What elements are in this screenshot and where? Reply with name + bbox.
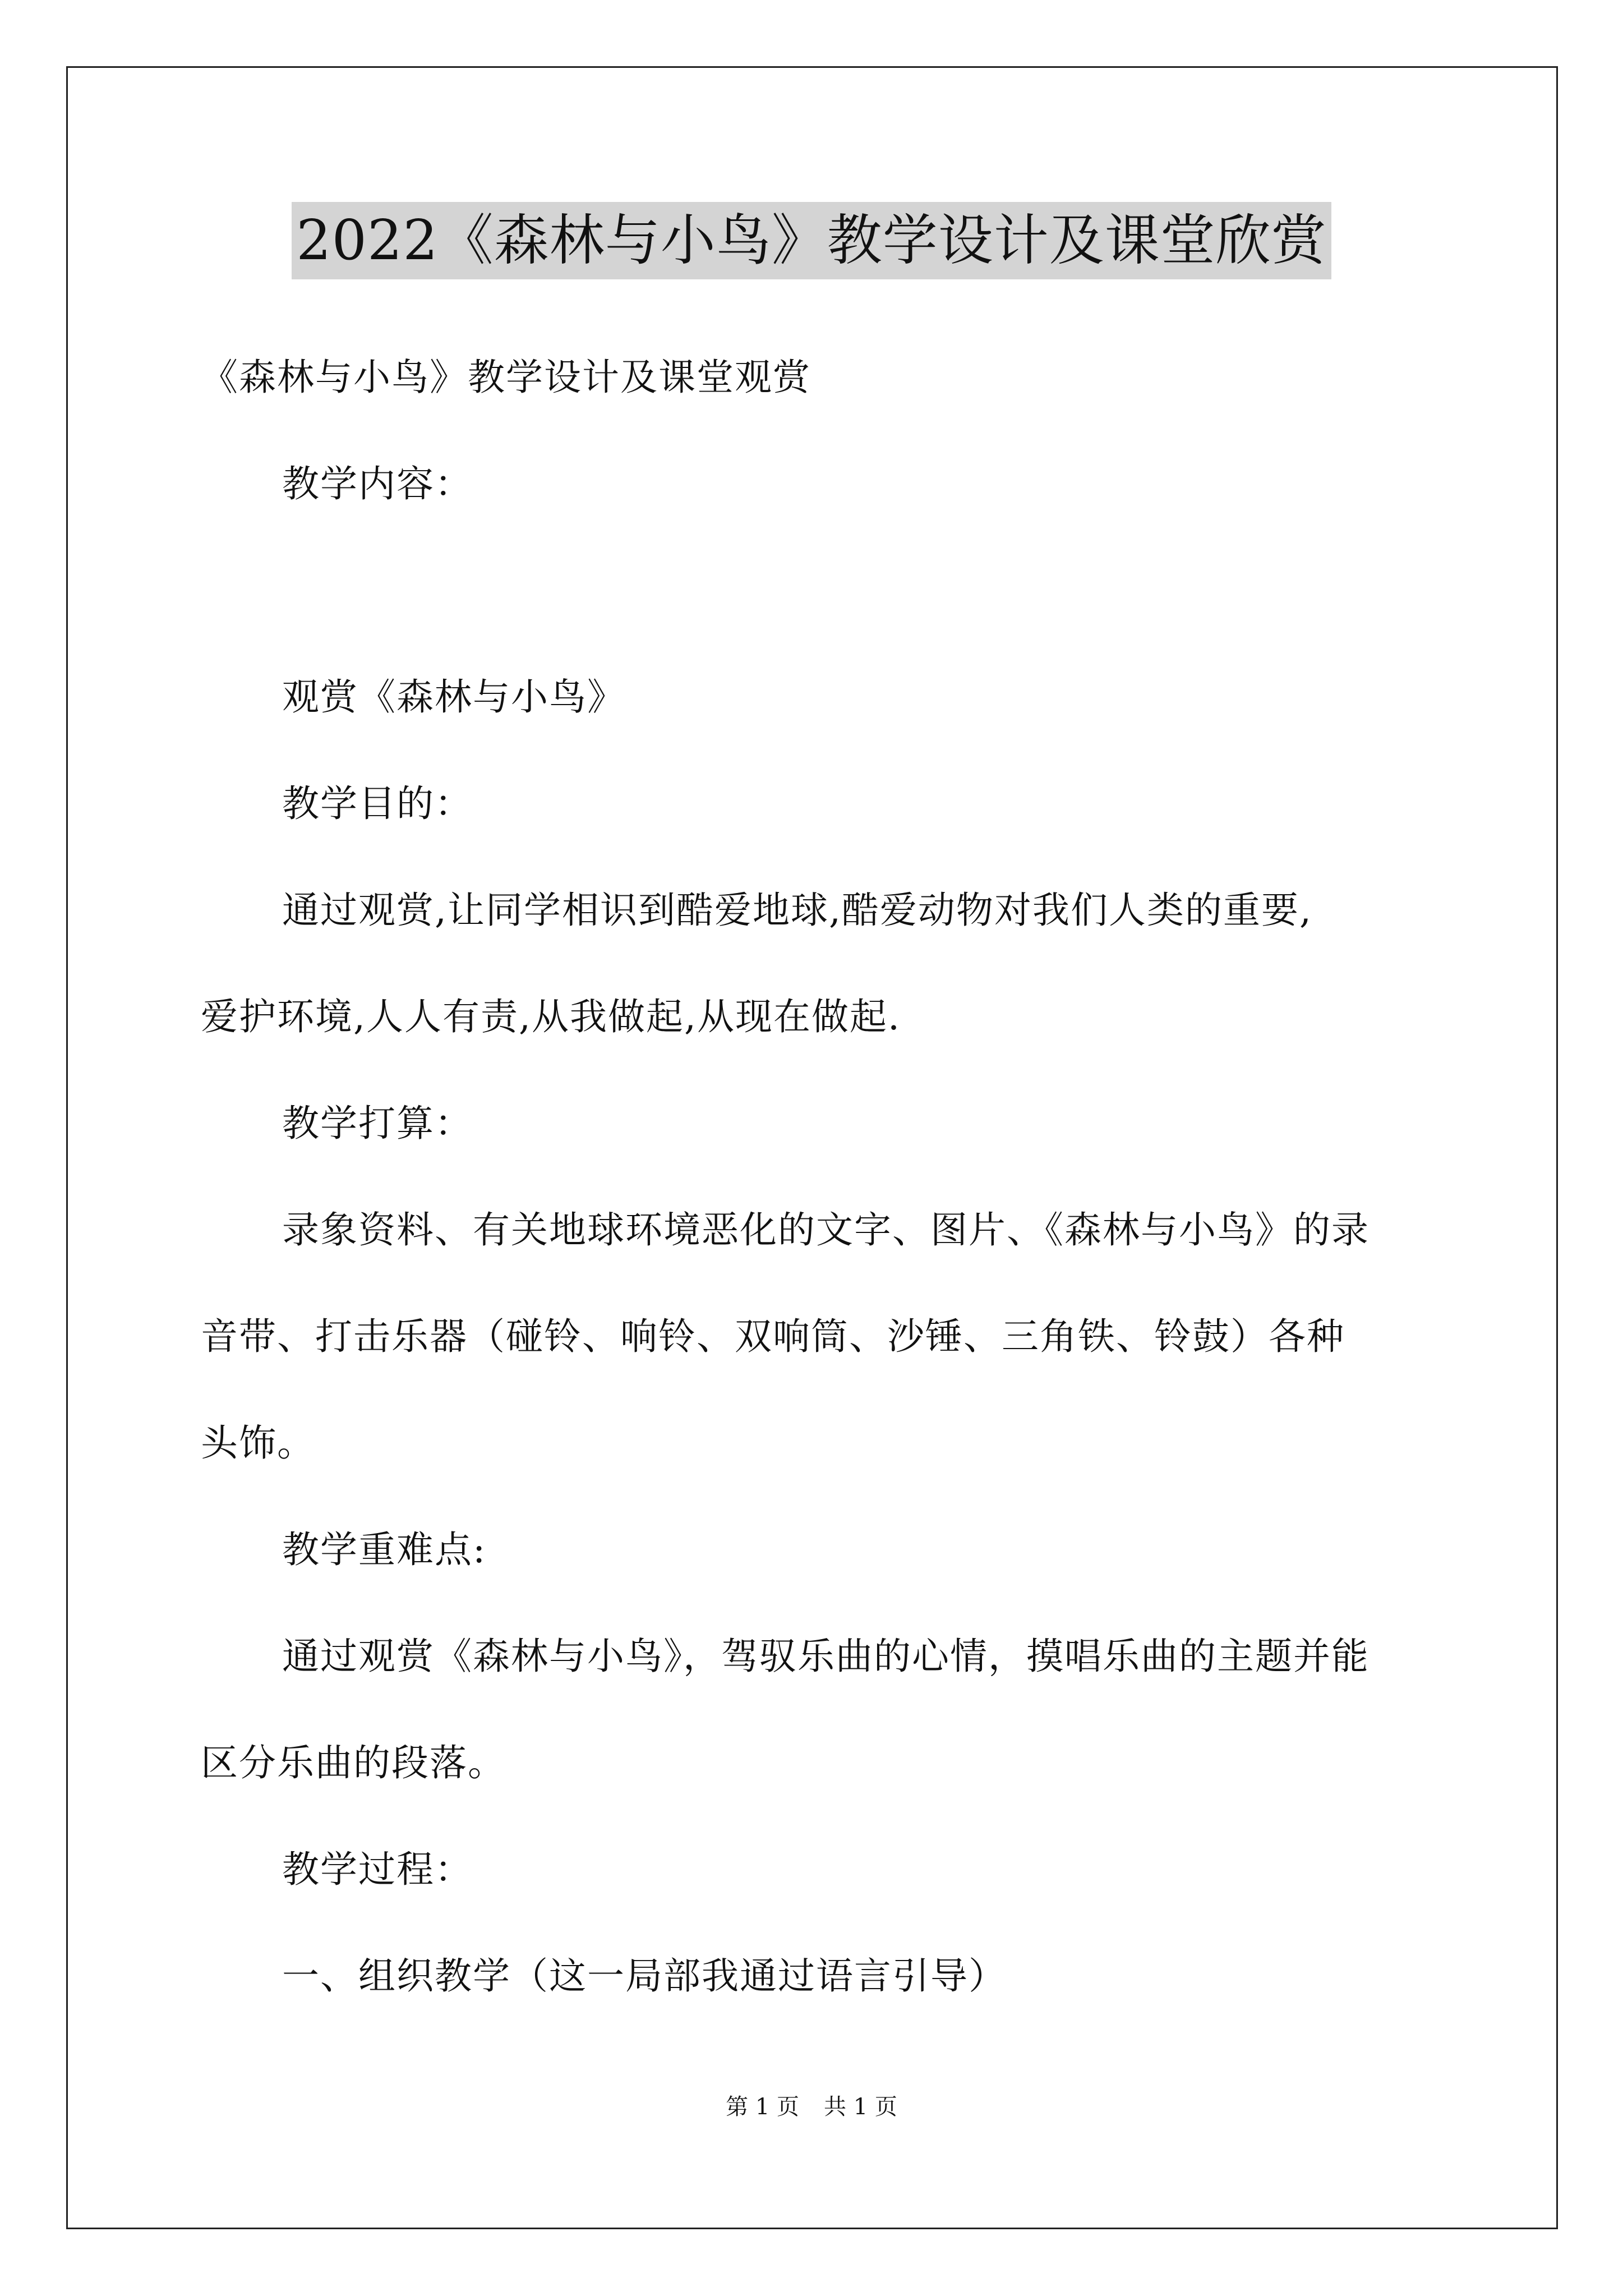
heading-teaching-goal: 教学目的： — [282, 782, 473, 825]
paragraph-line: 爱护环境,人人有责,从我做起,从现在做起. — [201, 995, 901, 1038]
paragraph-line: 录象资料、有关地球环境恶化的文字、图片、《森林与小鸟》的录 — [282, 1208, 1370, 1251]
page-total: 共 1 页 — [824, 2094, 897, 2120]
page-footer — [0, 2091, 1623, 2123]
subtitle-line: 《森林与小鸟》教学设计及课堂观赏 — [201, 356, 811, 399]
paragraph-line: 通过观赏,让同学相识到酷爱地球,酷爱动物对我们人类的重要, — [282, 889, 1312, 932]
paragraph-line: 音带、打击乐器（碰铃、响铃、双响筒、沙锤、三角铁、铃鼓）各种 — [201, 1315, 1345, 1358]
heading-teaching-prep: 教学打算： — [282, 1102, 473, 1145]
paragraph-line: 通过观赏《森林与小鸟》，驾驭乐曲的心情，摸唱乐曲的主题并能 — [282, 1635, 1370, 1678]
heading-key-points: 教学重难点: — [282, 1528, 487, 1571]
title-container — [0, 202, 1623, 279]
paragraph-line: 观赏《森林与小鸟》 — [282, 675, 625, 719]
paragraph-line: 头饰。 — [201, 1421, 315, 1465]
page-number: 第 1 页 — [726, 2094, 799, 2120]
heading-teaching-content: 教学内容： — [282, 462, 473, 505]
paragraph-line: 区分乐曲的段落。 — [201, 1741, 506, 1784]
document-title: 2022《森林与小鸟》教学设计及课堂欣赏 — [292, 202, 1331, 279]
paragraph-line: 一、组织教学（这一局部我通过语言引导） — [282, 1954, 1007, 1998]
heading-teaching-process: 教学过程： — [282, 1848, 473, 1891]
